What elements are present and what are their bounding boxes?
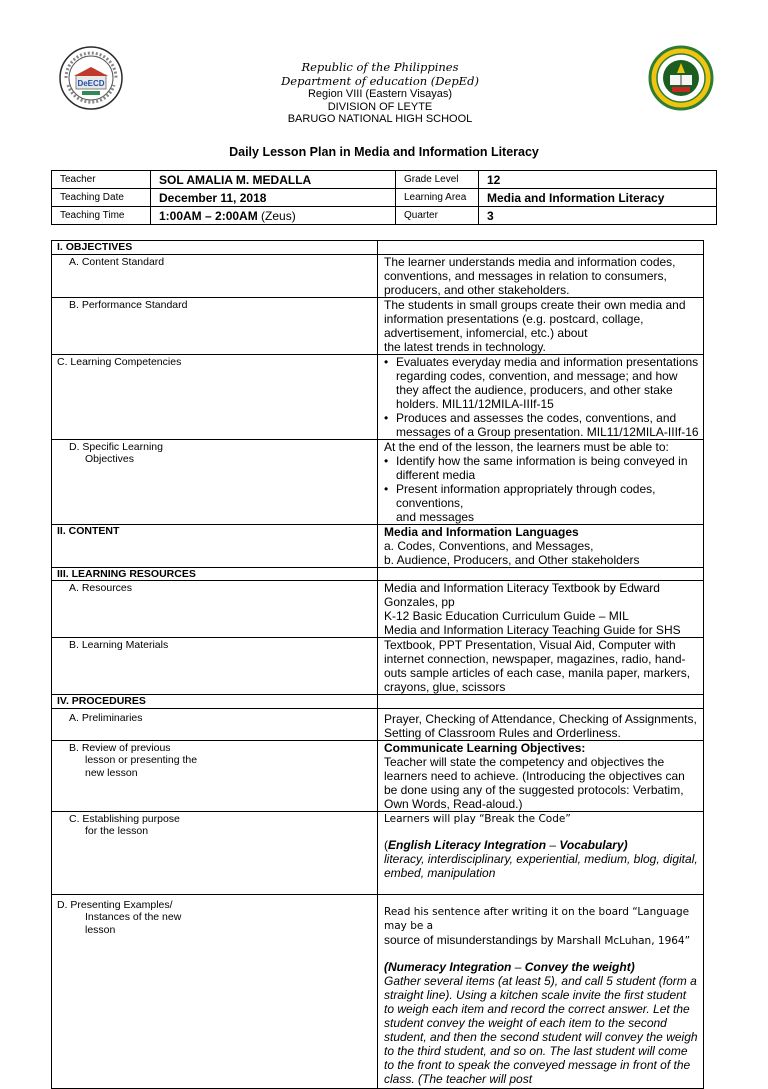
presenting-label-3: lesson <box>85 923 116 936</box>
quarter-value: 3 <box>479 207 717 225</box>
table-row <box>52 708 704 740</box>
resources-label: A. Resources <box>69 582 133 594</box>
table-row <box>52 189 717 207</box>
division-line: DIVISION OF LEYTE <box>327 100 433 113</box>
table-row <box>52 581 704 638</box>
competencies-label: C. Learning Competencies <box>57 355 182 368</box>
content-b: b. Audience, Producers, and Other stakeholders <box>384 552 640 567</box>
content-standard-label: A. Content Standard <box>69 255 165 268</box>
purpose-integration <box>384 838 699 852</box>
purpose-label: C. Establishing purpose <box>69 812 180 825</box>
purpose-label-2: for the lesson <box>85 825 149 837</box>
table-row <box>52 811 704 894</box>
content-standard-text: The learner understands media and information codes, conventions, and messages in relation to consumers, producers, and other stakeholders. <box>378 254 704 297</box>
resources-heading: III. LEARNING RESOURCES <box>52 567 378 581</box>
presenting-read-2b: Marshall McLuhan, 1964” <box>553 934 691 947</box>
review-title: Communicate Learning Objectives: <box>384 740 586 755</box>
date-label: Teaching Date <box>52 189 151 207</box>
specific-1: Identify how the same information is being conveyed in different media <box>396 453 688 482</box>
table-row <box>52 254 704 297</box>
region-line: Region VIII (Eastern Visayas) <box>307 88 453 100</box>
performance-standard-label: B. Performance Standard <box>69 298 188 311</box>
specific-intro: At the end of the lesson, the learners must be able to: <box>384 439 669 454</box>
list-item: • Present information appropriately through codes, conventions, <box>384 482 699 510</box>
time-value: 1:00AM – 2:00AM <box>159 208 258 223</box>
purpose-activity: Learners will play “Break the Code” <box>384 812 571 825</box>
performance-standard-text: The students in small groups create their own media and information presentations (e.g. postcard, collage, advertisement, infomercial, etc.) about <box>384 297 686 340</box>
specific-objectives-label-2: Objectives <box>85 453 135 465</box>
table-row <box>52 297 704 354</box>
review-label-3: new lesson <box>85 766 138 779</box>
time-cell <box>151 207 396 225</box>
document-title: Daily Lesson Plan in Media and Information Literacy <box>229 145 539 159</box>
table-row <box>52 695 704 709</box>
lesson-plan-table <box>51 240 704 1089</box>
table-row <box>52 894 704 1088</box>
grade-label: Grade Level <box>396 171 479 189</box>
materials-text: Textbook, PPT Presentation, Visual Aid, Computer with internet connection, newspaper, magazines, radio, hand-outs sample articles of each case, manila paper, markers, crayons, glue, scissors <box>378 638 704 695</box>
presenting-label-2: Instances of the new <box>85 911 182 923</box>
school-seal-icon <box>58 45 124 111</box>
list-item: • Evaluates everyday media and information presentations regarding codes, convention, and message; and how they affect the audience, producers, and other stake holders. MIL11/12MILA-IIIf-15 <box>384 354 699 411</box>
procedures-heading: IV. PROCEDURES <box>52 695 378 709</box>
table-row <box>52 354 704 439</box>
numeracy-heading <box>384 960 699 974</box>
info-table <box>51 170 717 225</box>
review-label: B. Review of previous <box>69 741 171 754</box>
time-label: Teaching Time <box>52 207 151 225</box>
integration-sub: Vocabulary) <box>559 837 628 852</box>
table-row <box>52 439 704 524</box>
presenting-read-2a: source of misunderstandings by <box>384 932 554 947</box>
table-row <box>52 207 717 225</box>
preliminaries-text: Prayer, Checking of Attendance, Checking of Assignments, Setting of Classroom Rules and Orderliness. <box>378 708 704 740</box>
list-item: • Produces and assesses the codes, conventions, and messages of a Group presentation. MIL11/12MILA-IIIf-16 <box>384 410 699 439</box>
school-line: BARUGO NATIONAL HIGH SCHOOL <box>287 113 473 125</box>
teacher-label: Teacher <box>52 171 151 189</box>
preliminaries-label: A. Preliminaries <box>69 711 143 724</box>
table-row <box>52 171 717 189</box>
specific-objectives-label: D. Specific Learning <box>69 440 163 453</box>
table-row <box>52 524 704 567</box>
date-value: December 11, 2018 <box>151 189 396 207</box>
resource-1: Media and Information Literacy Textbook by Edward Gonzales, pp <box>384 581 660 609</box>
republic-line: Republic of the Philippines <box>301 60 459 74</box>
objectives-heading: I. OBJECTIVES <box>52 241 378 255</box>
numeracy-sub: Convey the weight) <box>524 959 635 974</box>
document-header <box>180 60 580 126</box>
dash: – <box>546 837 560 852</box>
competency-2: Produces and assesses the codes, conventions, and messages of a Group presentation. MIL11/12MILA-IIIf-16 <box>396 410 699 439</box>
teacher-value: SOL AMALIA M. MEDALLA <box>151 171 396 189</box>
table-row <box>52 241 704 255</box>
table-row <box>52 567 704 581</box>
presenting-read: Read his sentence after writing it on the board “Language may be a <box>384 905 690 932</box>
seal-text: DeECD <box>77 79 105 88</box>
performance-standard-text-2: the latest trends in technology. <box>384 339 546 354</box>
numeracy-title: (Numeracy Integration <box>384 959 512 974</box>
specific-2: Present information appropriately through codes, conventions, <box>396 481 656 510</box>
dash: – <box>511 959 525 974</box>
presenting-read-2 <box>384 933 699 948</box>
grade-value: 12 <box>479 171 717 189</box>
content-title: Media and Information Languages <box>384 524 579 539</box>
content-a: a. Codes, Conventions, and Messages, <box>384 538 594 553</box>
review-text: Teacher will state the competency and objectives the learners need to achieve. (Introducing the objectives can be done using any of the suggested protocols: Verbatim, Own Words, Read-aloud.) <box>384 754 685 811</box>
time-extra: (Zeus) <box>261 208 296 223</box>
purpose-vocab: literacy, interdisciplinary, experiential, medium, blog, digital, embed, manipulation <box>384 851 698 880</box>
numeracy-text: Gather several items (at least 5), and call 5 student (form a straight line). Using a kitchen scale invite the first student to weigh each item and record the correct answer. Let the student convey the weight of each item to the second student, and then the second student will convey the weigh to the third student, and so on. The last student will come to the front to speak the conveyed message in front of the class. (The teacher will post <box>384 973 698 1086</box>
specific-2-continued: and messages <box>396 509 475 524</box>
content-heading: II. CONTENT <box>52 524 378 567</box>
paren: ( <box>384 837 388 852</box>
table-row <box>52 638 704 695</box>
competency-1: Evaluates everyday media and information presentations regarding codes, convention, and message; and how they affect the audience, producers, and other stake holders. MIL11/12MILA-IIIf-15 <box>396 354 699 411</box>
resource-3: Media and Information Literacy Teaching Guide for SHS <box>384 623 681 637</box>
table-row <box>52 740 704 811</box>
quarter-label: Quarter <box>396 207 479 225</box>
materials-label: B. Learning Materials <box>69 639 169 651</box>
presenting-label: D. Presenting Examples/ <box>57 898 173 911</box>
deped-seal-icon <box>648 45 714 111</box>
resource-2: K-12 Basic Education Curriculum Guide – MIL <box>384 609 629 623</box>
review-label-2: lesson or presenting the <box>85 754 198 766</box>
area-value: Media and Information Literacy <box>479 189 717 207</box>
department-line: Department of education (DepEd) <box>281 74 479 88</box>
area-label: Learning Area <box>396 189 479 207</box>
integration-title: English Literacy Integration <box>388 837 547 852</box>
list-item: • Identify how the same information is being conveyed in different media <box>384 454 699 482</box>
